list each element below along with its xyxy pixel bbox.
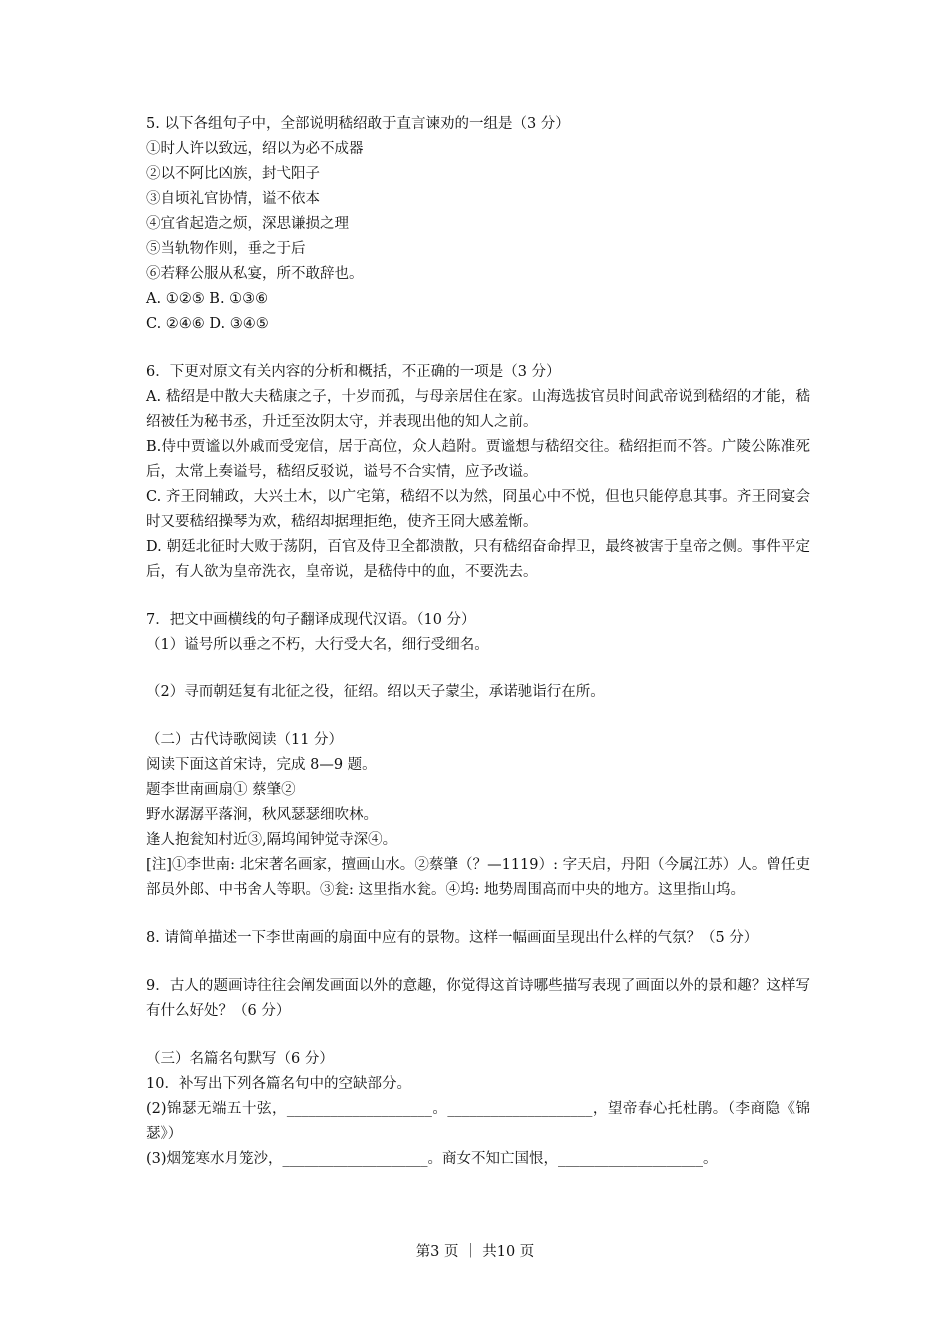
q8-stem: 8. 请简单描述一下李世南画的扇面中应有的景物。这样一幅画面呈现出什么样的气氛？（5 分） [146, 930, 759, 946]
q6-stem: 6．下更对原文有关内容的分析和概括，不正确的一项是（3 分） [146, 364, 561, 380]
q5-item-6: ⑥若释公服从私宴，所不敢辞也。 [146, 266, 364, 282]
q7-sub-2: （2）寻而朝廷复有北征之役，征绍。绍以天子蒙尘，承诺驰诣行在所。 [146, 684, 605, 700]
q10-item-3: (3)烟笼寒水月笼沙，____________________。商女不知亡国恨，____________________。 [146, 1151, 718, 1167]
q5-stem: 5. 以下各组句子中，全部说明嵇绍敢于直言谏劝的一组是（3 分） [146, 116, 570, 132]
q6-option-a: A. 嵇绍是中散大夫嵇康之子，十岁而孤，与母亲居住在家。山海选拔官员时间武帝说到嵇绍的才能，嵇绍被任为秘书丞，升迁至汝阴太守，并表现出他的知人之前。 [146, 389, 810, 430]
recite-section-title: （三）名篇名句默写（6 分） [146, 1051, 334, 1067]
q7-sub-1: （1）谥号所以垂之不朽，大行受大名，细行受细名。 [146, 637, 489, 653]
q5-item-1: ①时人许以致远，绍以为必不成器 [146, 141, 364, 157]
poem-title: 题李世南画扇① 蔡肇② [146, 782, 296, 798]
q5-item-2: ②以不阿比凶族，封弋阳子 [146, 166, 320, 182]
q5-item-5: ⑤当轨物作则，垂之于后 [146, 241, 306, 257]
document-page [146, 112, 810, 1172]
q6-option-b: B.侍中贾谧以外戚而受宠信，居于高位，众人趋附。贾谧想与嵇绍交往。嵇绍拒而不答。广陵公陈准死后，太常上奏谥号，嵇绍反驳说，谥号不合实情，应予改谥。 [146, 439, 810, 480]
page-footer: 第3 页 ｜ 共10 页 [415, 1244, 535, 1260]
q7-stem: 7．把文中画横线的句子翻译成现代汉语。（10 分） [146, 612, 476, 628]
q5-option-cd: C. ②④⑥ D. ③④⑤ [146, 316, 269, 332]
q10-item-2: (2)锦瑟无端五十弦，____________________。____________________，望帝春心托杜鹃。（李商隐《锦瑟》） [146, 1101, 810, 1142]
q5-item-3: ③自顷礼官协情，谥不依本 [146, 191, 320, 207]
q6-option-d: D. 朝廷北征时大败于荡阴，百官及侍卫全都溃散，只有嵇绍奋命捍卫，最终被害于皇帝之侧。事件平定后，有人欲为皇帝洗衣，皇帝说，是嵇侍中的血，不要洗去。 [146, 539, 810, 580]
q5-option-ab: A. ①②⑤ B. ①③⑥ [146, 291, 269, 307]
poem-line-2: 逢人抱瓮知村近③,隔坞闻钟觉寺深④。 [146, 832, 398, 848]
q6-option-c: C. 齐王冏辅政，大兴土木，以广宅第，嵇绍不以为然，冏虽心中不悦，但也只能停息其事。齐王冏宴会时又要嵇绍操琴为欢，嵇绍却据理拒绝，使齐王冏大感羞惭。 [146, 489, 810, 530]
q10-stem: 10．补写出下列各篇名句中的空缺部分。 [146, 1076, 411, 1092]
poem-line-1: 野水潺潺平落涧，秋风瑟瑟细吹林。 [146, 807, 378, 823]
poetry-section-title: （二）古代诗歌阅读（11 分） [146, 732, 344, 748]
poetry-intro: 阅读下面这首宋诗，完成 8—9 题。 [146, 757, 377, 773]
poem-notes: [注]①李世南: 北宋著名画家，擅画山水。②蔡肇（？—1119）: 字天启，丹阳（今属江苏）人。曾任吏部员外郎、中书舍人等职。③瓮: 这里指水瓮。④坞: 地势周围高而中央的地方。这里指山坞。 [146, 857, 810, 898]
q5-item-4: ④宜省起造之烦，深思谦损之理 [146, 216, 349, 232]
q9-stem: 9．古人的题画诗往往会阐发画面以外的意趣，你觉得这首诗哪些描写表现了画面以外的景和趣？这样写有什么好处？（6 分） [146, 978, 810, 1019]
